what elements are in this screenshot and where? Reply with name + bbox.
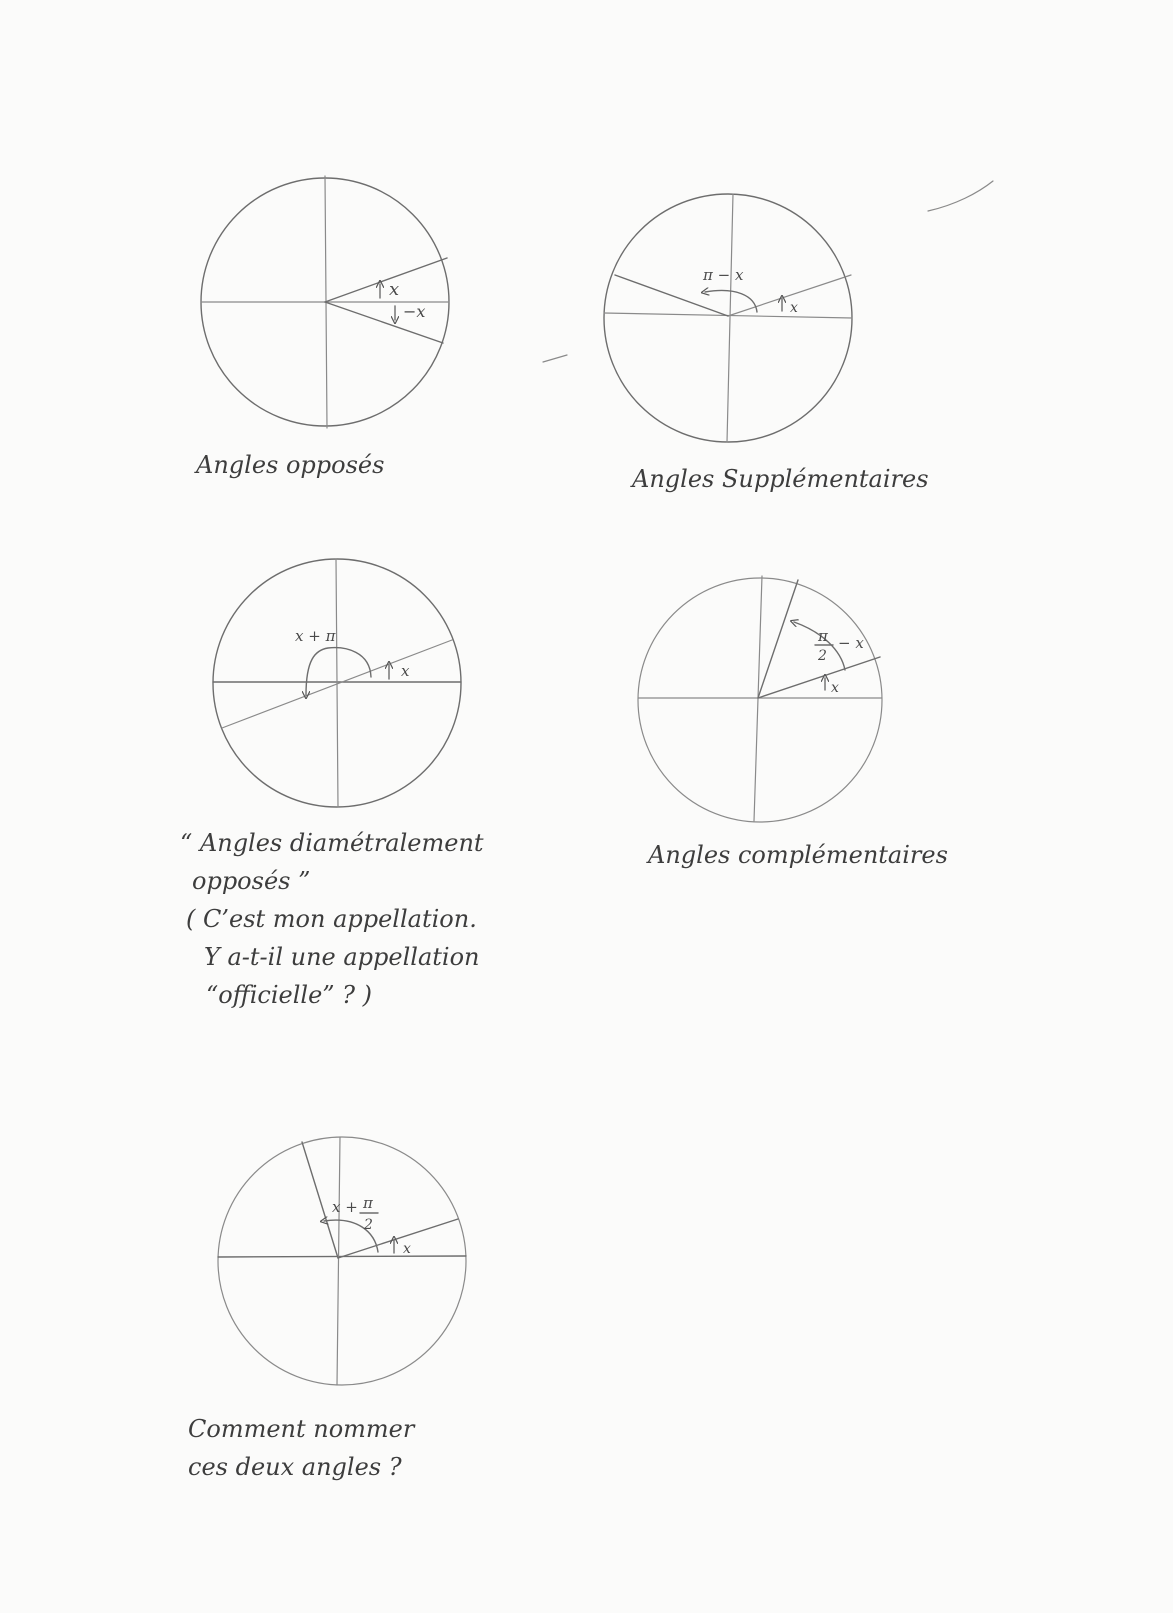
caption-complementary-angles: Angles complémentaires: [648, 841, 948, 869]
vertical-axis: [336, 559, 338, 807]
label-x: x: [790, 300, 798, 316]
figure-complementary-angles: [638, 576, 882, 822]
vertical-axis: [337, 1137, 340, 1385]
label-x-plus: x +: [332, 1198, 358, 1216]
ray-pi-over-2-minus-x: [758, 580, 798, 698]
caption-line: Comment nommer: [188, 1415, 415, 1443]
ray-x: [338, 1219, 458, 1258]
ray-x: [325, 258, 447, 302]
label-pi: π: [818, 627, 828, 645]
caption-diametrically-opposite: [180, 824, 484, 1014]
label-two: 2: [818, 648, 827, 664]
caption-opposite-angles: Angles opposés: [196, 451, 385, 479]
caption-line: “officielle” ? ): [206, 981, 373, 1009]
stray-pencil-mark: [543, 355, 567, 362]
label-pi: π: [363, 1194, 373, 1212]
label-minus-x: − x: [838, 634, 864, 652]
label-x: x: [403, 1241, 411, 1257]
caption-line: ces deux angles ?: [188, 1453, 402, 1481]
unit-circle: [218, 1137, 466, 1385]
arc-arrow-icon: [306, 648, 371, 695]
figure-supplementary-angles: [604, 194, 852, 442]
unit-circle: [638, 578, 882, 822]
caption-line: Y a-t-il une appellation: [204, 943, 480, 971]
label-pi-minus-x: π − x: [703, 266, 744, 284]
figure-x-plus-half-pi: [218, 1137, 466, 1385]
label-two: 2: [364, 1217, 373, 1233]
caption-supplementary-angles: Angles Supplémentaires: [632, 465, 929, 493]
figure-diametrically-opposite-angles: [213, 559, 461, 807]
label-x-plus-pi: x + π: [295, 627, 336, 645]
label-x: x: [389, 279, 400, 300]
stray-pencil-mark: [928, 181, 993, 211]
label-x: x: [401, 662, 410, 680]
figure-opposite-angles: [201, 176, 449, 428]
caption-question: [188, 1410, 414, 1486]
label-x: x: [831, 680, 839, 696]
caption-line: ( C’est mon appellation.: [186, 905, 477, 933]
label-minus-x: −x: [403, 302, 426, 321]
caption-line: opposés ”: [192, 867, 311, 895]
caption-line: “ Angles diamétralement: [180, 829, 484, 857]
vertical-axis: [727, 194, 733, 442]
